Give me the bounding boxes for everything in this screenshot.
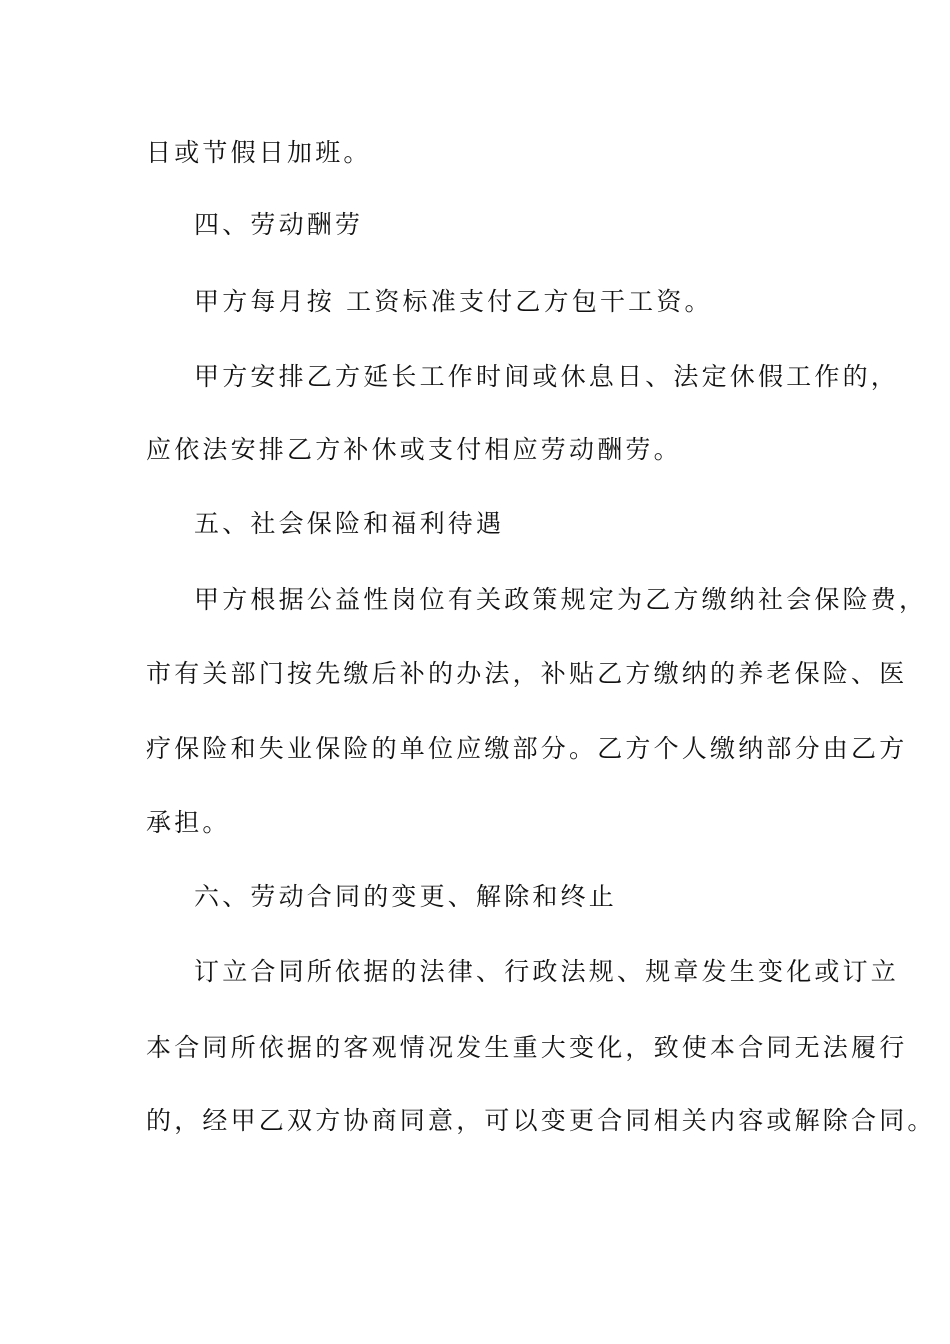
- paragraph-line: 日或节假日加班。: [146, 138, 372, 167]
- paragraph-line: 疗保险和失业保险的单位应缴部分。乙方个人缴纳部分由乙方: [146, 734, 908, 763]
- paragraph-line: 甲方根据公益性岗位有关政策规定为乙方缴纳社会保险费，: [194, 585, 928, 614]
- section-heading: 六、劳动合同的变更、解除和终止: [194, 882, 618, 911]
- paragraph-line: 市有关部门按先缴后补的办法，补贴乙方缴纳的养老保险、医: [146, 659, 908, 688]
- paragraph-line: 本合同所依据的客观情况发生重大变化，致使本合同无法履行: [146, 1033, 908, 1062]
- paragraph-line: 订立合同所依据的法律、行政法规、规章发生变化或订立: [194, 957, 900, 986]
- paragraph-line: 承担。: [146, 808, 231, 837]
- paragraph-line: 的，经甲乙双方协商同意，可以变更合同相关内容或解除合同。: [146, 1106, 936, 1135]
- paragraph-line: 甲方每月按 工资标准支付乙方包干工资。: [194, 287, 713, 316]
- section-heading: 五、社会保险和福利待遇: [194, 509, 505, 538]
- paragraph-line: 甲方安排乙方延长工作时间或休息日、法定休假工作的，: [194, 362, 900, 391]
- section-heading: 四、劳动酬劳: [194, 210, 364, 239]
- paragraph-line: 应依法安排乙方补休或支付相应劳动酬劳。: [146, 435, 682, 464]
